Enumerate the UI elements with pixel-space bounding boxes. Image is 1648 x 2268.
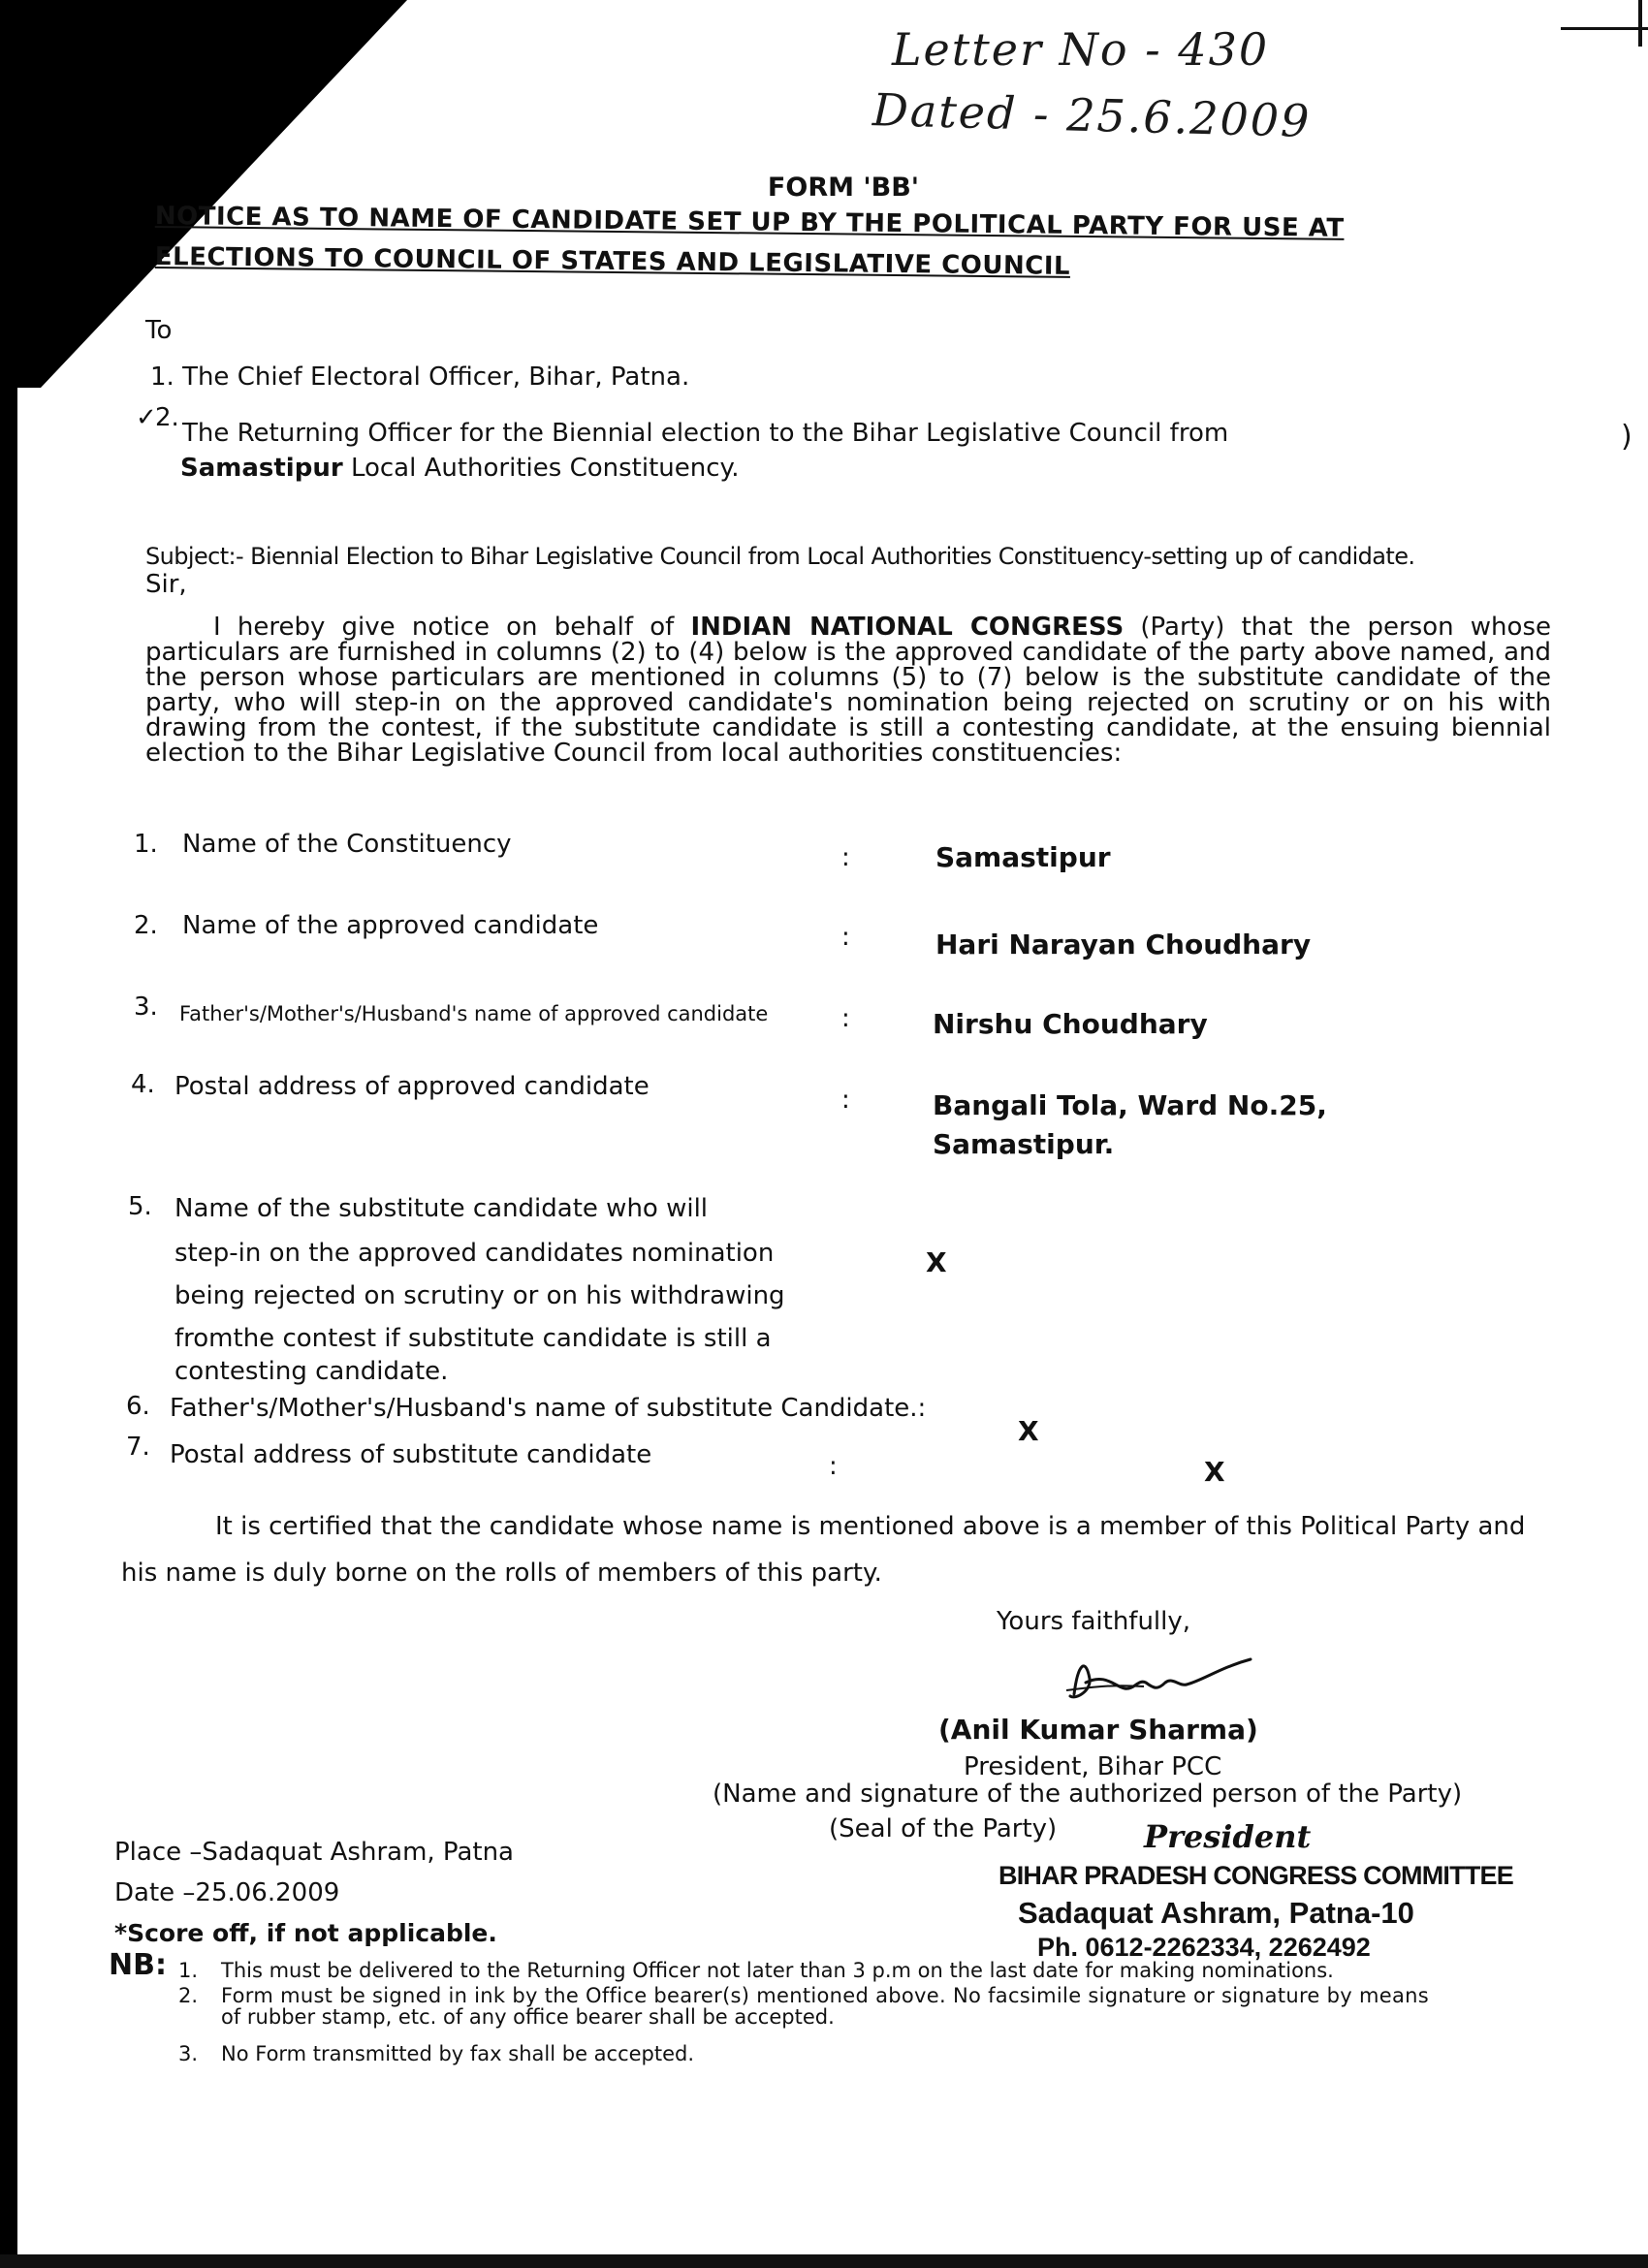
form-title: FORM 'BB' xyxy=(767,173,920,203)
field-6-label: Father's/Mother's/Husband's name of substitute Candidate.: xyxy=(170,1394,927,1423)
recipient-1: 1. The Chief Electoral Officer, Bihar, Patna. xyxy=(150,362,690,392)
recipient-2-constituency: Samastipur xyxy=(180,454,343,483)
stamp-phone: Ph. 0612-2262334, 2262492 xyxy=(1037,1933,1371,1962)
place: Place –Sadaquat Ashram, Patna xyxy=(114,1838,514,1867)
scan-top-right-tick xyxy=(1638,0,1642,47)
recipient-2-rest: Local Authorities Constituency. xyxy=(350,454,740,483)
field-4-label: Postal address of approved candidate xyxy=(174,1072,650,1101)
field-7-number: 7. xyxy=(126,1433,150,1462)
notice-intro: I hereby give notice on behalf of xyxy=(213,613,675,642)
scan-top-right-mark xyxy=(1561,27,1648,30)
field-3-value: Nirshu Choudhary xyxy=(933,1008,1208,1040)
field-7-colon: : xyxy=(829,1452,838,1481)
field-7-value: X xyxy=(1204,1456,1225,1488)
note-1: This must be delivered to the Returning Officer not later than 3 p.m on the last date for making nominations. xyxy=(221,1959,1334,1982)
field-1-value: Samastipur xyxy=(935,841,1111,873)
signatory-title: President, Bihar PCC xyxy=(964,1752,1222,1781)
scan-left-edge xyxy=(0,0,17,2268)
stamp-address: Sadaquat Ashram, Patna-10 xyxy=(1018,1896,1414,1930)
margin-bracket-mark: ) xyxy=(1621,420,1632,454)
field-2-colon: : xyxy=(841,923,850,952)
note-3: No Form transmitted by fax shall be accepted. xyxy=(221,2042,695,2065)
field-1-colon: : xyxy=(841,843,850,872)
party-name: INDIAN NATIONAL CONGRESS xyxy=(690,613,1125,642)
seal-note: (Seal of the Party) xyxy=(829,1814,1058,1843)
field-6-value: X xyxy=(1018,1415,1039,1447)
field-5-label-line2: step-in on the approved candidates nomination xyxy=(174,1239,775,1268)
field-5-value: X xyxy=(926,1246,947,1278)
field-4-number: 4. xyxy=(131,1070,155,1099)
field-1-number: 1. xyxy=(134,830,158,859)
score-off-note: *Score off, if not applicable. xyxy=(114,1919,497,1947)
field-6-number: 6. xyxy=(126,1392,150,1421)
field-4-colon: : xyxy=(841,1086,850,1115)
stamp-title: President xyxy=(1144,1818,1312,1855)
field-1-label: Name of the Constituency xyxy=(182,830,512,859)
note-2-line1: Form must be signed in ink by the Office bearer(s) mentioned above. No facsimile signature or signature by means xyxy=(221,1984,1429,2007)
field-5-label-line3: being rejected on scrutiny or on his withdrawing xyxy=(174,1281,785,1310)
recipient-2-number: 2. xyxy=(155,403,179,432)
field-5-label-line4: fromthe contest if substitute candidate is still a xyxy=(174,1324,772,1353)
handwritten-date: Dated - 25.6.2009 xyxy=(872,83,1312,147)
certification-line2: his name is duly borne on the rolls of members of this party. xyxy=(121,1559,882,1588)
yours-faithfully: Yours faithfully, xyxy=(997,1607,1191,1636)
field-4-value-line1: Bangali Tola, Ward No.25, xyxy=(933,1089,1327,1121)
notice-text: (Party) that the person whose particulars are furnished in columns (2) to (4) below is the approved candidate of the party above named, and the person whose particulars are mentioned in columns (5) to (7) below is the substitute candidate of the party, who will step-in on the approved candidate's nomination being rejected on scrutiny or on his with drawing from the contest, if the substitute candidate is still a contesting candidate, at the ensuing biennial election to the Bihar Legislative Council from local authorities constituencies: xyxy=(145,613,1551,768)
stamp-organization: BIHAR PRADESH CONGRESS COMMITTEE xyxy=(998,1861,1513,1890)
field-2-label: Name of the approved candidate xyxy=(182,911,599,940)
form-heading-line2: ELECTIONS TO COUNCIL OF STATES AND LEGISLATIVE COUNCIL xyxy=(154,242,1071,281)
recipient-2: The Returning Officer for the Biennial election to the Bihar Legislative Council from xyxy=(182,419,1229,448)
date: Date –25.06.2009 xyxy=(114,1878,340,1907)
certification-line1: It is certified that the candidate whose name is mentioned above is a member of this Political Party and xyxy=(215,1512,1526,1541)
note-2-number: 2. xyxy=(178,1984,199,2007)
note-2-line2: of rubber stamp, etc. of any office bearer shall be accepted. xyxy=(221,2005,835,2029)
signature-image xyxy=(1057,1644,1289,1721)
field-5-label-line1: Name of the substitute candidate who will xyxy=(174,1194,709,1223)
field-3-label: Father's/Mother's/Husband's name of approved candidate xyxy=(179,1002,769,1025)
form-heading-line1: NOTICE AS TO NAME OF CANDIDATE SET UP BY THE POLITICAL PARTY FOR USE AT xyxy=(154,202,1345,243)
field-3-number: 3. xyxy=(134,992,158,1022)
notice-paragraph xyxy=(145,614,1551,766)
field-3-colon: : xyxy=(841,1004,850,1033)
field-5-number: 5. xyxy=(128,1192,152,1221)
notes-label: NB: xyxy=(109,1948,167,1982)
to-label: To xyxy=(145,316,173,345)
handwritten-letter-number: Letter No - 430 xyxy=(892,23,1270,76)
subject-line: Subject:- Biennial Election to Bihar Legislative Council from Local Authorities Constituency-setting up of candidate. xyxy=(145,543,1415,570)
note-1-number: 1. xyxy=(178,1959,199,1982)
note-3-number: 3. xyxy=(178,2042,199,2065)
field-2-number: 2. xyxy=(134,911,158,940)
field-4-value-line2: Samastipur. xyxy=(933,1128,1115,1160)
signatory-name: (Anil Kumar Sharma) xyxy=(938,1714,1258,1746)
salutation: Sir, xyxy=(145,570,187,599)
recipient-2-line2 xyxy=(180,456,739,481)
field-7-label: Postal address of substitute candidate xyxy=(170,1440,652,1469)
scan-bottom-edge xyxy=(0,2254,1648,2268)
field-5-label-line5: contesting candidate. xyxy=(174,1357,449,1386)
scan-corner-shadow xyxy=(0,0,407,388)
checkmark-icon: ✓ xyxy=(136,403,157,432)
field-2-value: Hari Narayan Choudhary xyxy=(935,929,1312,961)
authorized-person-note: (Name and signature of the authorized person of the Party) xyxy=(713,1780,1463,1809)
